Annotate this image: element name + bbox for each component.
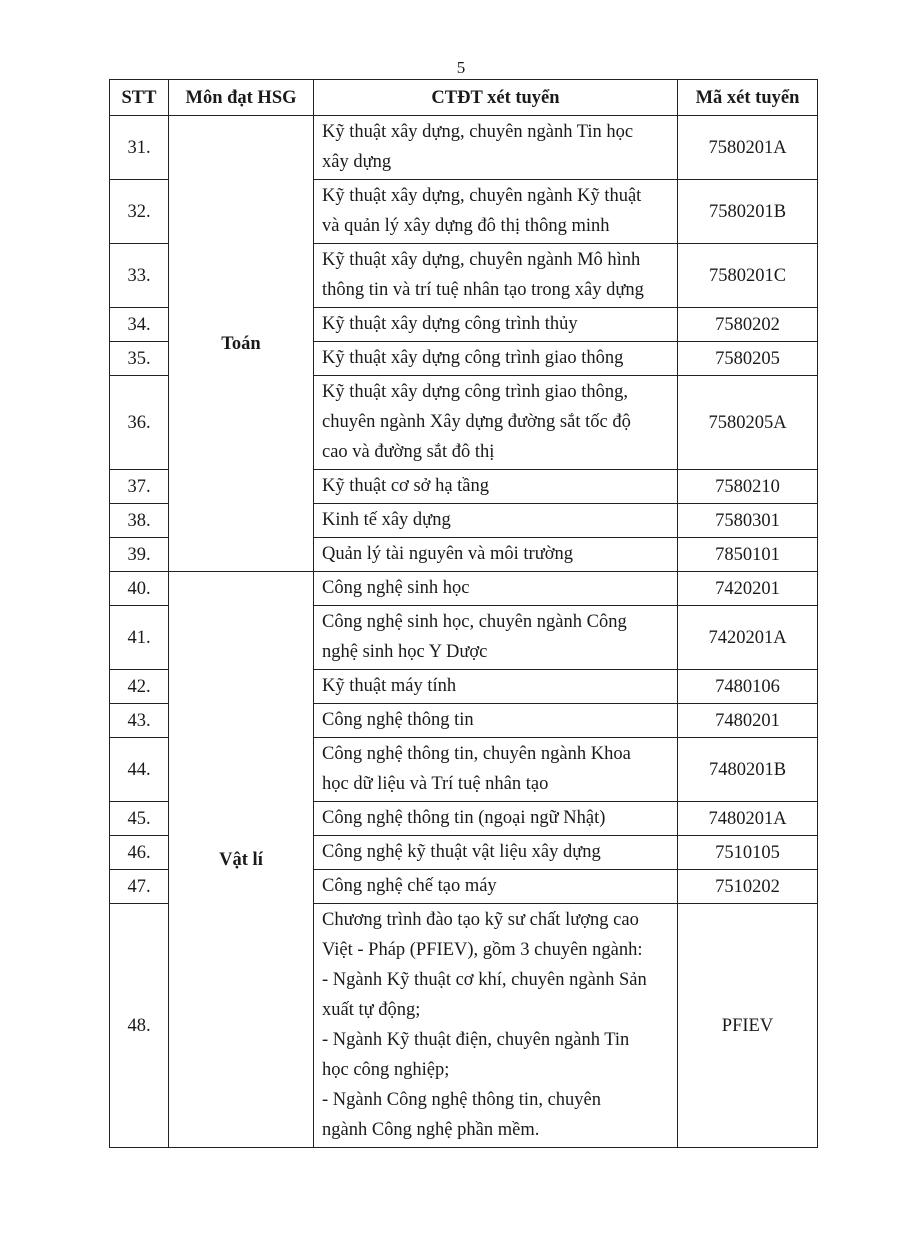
row-code: 7420201A <box>678 606 818 670</box>
program-line: Kỹ thuật xây dựng công trình thủy <box>322 314 578 334</box>
row-stt: 41. <box>110 606 169 670</box>
row-program <box>314 738 678 802</box>
row-stt: 45. <box>110 802 169 836</box>
row-stt: 34. <box>110 308 169 342</box>
program-line: Công nghệ chế tạo máy <box>322 876 497 896</box>
program-line: Công nghệ thông tin <box>322 710 474 730</box>
row-code: 7580205A <box>678 376 818 470</box>
row-program <box>314 244 678 308</box>
program-line: Công nghệ thông tin, chuyên ngành Khoa <box>322 744 631 764</box>
program-line: - Ngành Kỹ thuật cơ khí, chuyên ngành Sản <box>322 970 647 990</box>
header-stt: STT <box>110 80 169 116</box>
row-code: 7480201 <box>678 704 818 738</box>
row-program <box>314 704 678 738</box>
program-line: Kỹ thuật xây dựng, chuyên ngành Kỹ thuật <box>322 186 642 206</box>
program-line: thông tin và trí tuệ nhân tạo trong xây dựng <box>322 280 644 300</box>
row-program <box>314 572 678 606</box>
row-stt: 44. <box>110 738 169 802</box>
row-stt: 38. <box>110 504 169 538</box>
row-stt: 39. <box>110 538 169 572</box>
program-line: Kinh tế xây dựng <box>322 510 451 530</box>
row-stt: 31. <box>110 116 169 180</box>
row-code: 7580202 <box>678 308 818 342</box>
row-program <box>314 308 678 342</box>
program-line: Chương trình đào tạo kỹ sư chất lượng cao <box>322 910 639 930</box>
program-line: - Ngành Kỹ thuật điện, chuyên ngành Tin <box>322 1030 630 1050</box>
program-line: Kỹ thuật cơ sở hạ tầng <box>322 476 490 496</box>
row-stt: 40. <box>110 572 169 606</box>
program-line: nghệ sinh học Y Dược <box>322 642 488 662</box>
row-program <box>314 870 678 904</box>
program-line: Công nghệ sinh học <box>322 578 470 598</box>
row-stt: 35. <box>110 342 169 376</box>
table-row <box>110 116 818 180</box>
row-code: 7580301 <box>678 504 818 538</box>
program-line: học dữ liệu và Trí tuệ nhân tạo <box>322 774 549 794</box>
row-stt: 37. <box>110 470 169 504</box>
row-code: 7580201A <box>678 116 818 180</box>
program-line: Quản lý tài nguyên và môi trường <box>322 544 574 564</box>
program-line: Công nghệ kỹ thuật vật liệu xây dựng <box>322 842 601 862</box>
row-code: 7480201A <box>678 802 818 836</box>
row-code: 7420201 <box>678 572 818 606</box>
row-program <box>314 342 678 376</box>
row-code: 7510202 <box>678 870 818 904</box>
row-code: 7480106 <box>678 670 818 704</box>
program-line: xuất tự động; <box>322 1000 421 1020</box>
admissions-table <box>109 79 818 1148</box>
row-code: 7580201C <box>678 244 818 308</box>
table-header-row <box>110 80 818 116</box>
program-line: - Ngành Công nghệ thông tin, chuyên <box>322 1090 601 1110</box>
row-program <box>314 606 678 670</box>
header-subject: Môn đạt HSG <box>169 80 314 116</box>
row-stt: 46. <box>110 836 169 870</box>
row-code: PFIEV <box>678 904 818 1148</box>
program-line: Kỹ thuật xây dựng công trình giao thông, <box>322 382 628 402</box>
row-program <box>314 180 678 244</box>
table-row <box>110 572 818 606</box>
table-body <box>110 116 818 1148</box>
row-stt: 47. <box>110 870 169 904</box>
row-subject: Vật lí <box>169 572 314 1148</box>
header-program: CTĐT xét tuyển <box>314 80 678 116</box>
row-code: 7510105 <box>678 836 818 870</box>
row-code: 7580201B <box>678 180 818 244</box>
row-program <box>314 504 678 538</box>
row-code: 7580210 <box>678 470 818 504</box>
program-line: và quản lý xây dựng đô thị thông minh <box>322 216 610 236</box>
program-line: xây dựng <box>322 152 392 172</box>
program-line: chuyên ngành Xây dựng đường sắt tốc độ <box>322 412 631 432</box>
program-line: Kỹ thuật máy tính <box>322 676 457 696</box>
program-line: ngành Công nghệ phần mềm. <box>322 1120 540 1140</box>
row-program <box>314 802 678 836</box>
row-stt: 36. <box>110 376 169 470</box>
program-line: Công nghệ sinh học, chuyên ngành Công <box>322 612 627 632</box>
row-code: 7850101 <box>678 538 818 572</box>
row-program <box>314 538 678 572</box>
row-program <box>314 116 678 180</box>
header-code: Mã xét tuyển <box>678 80 818 116</box>
row-program <box>314 470 678 504</box>
row-stt: 42. <box>110 670 169 704</box>
row-stt: 32. <box>110 180 169 244</box>
program-line: Kỹ thuật xây dựng, chuyên ngành Mô hình <box>322 250 641 270</box>
row-code: 7580205 <box>678 342 818 376</box>
row-program <box>314 836 678 870</box>
program-line: học công nghiệp; <box>322 1060 450 1080</box>
row-code: 7480201B <box>678 738 818 802</box>
program-line: Kỹ thuật xây dựng công trình giao thông <box>322 348 624 368</box>
row-program <box>314 376 678 470</box>
row-program <box>314 670 678 704</box>
row-stt: 48. <box>110 904 169 1148</box>
program-line: cao và đường sắt đô thị <box>322 442 495 462</box>
row-subject: Toán <box>169 116 314 572</box>
row-stt: 33. <box>110 244 169 308</box>
program-line: Kỹ thuật xây dựng, chuyên ngành Tin học <box>322 122 634 142</box>
program-line: Công nghệ thông tin (ngoại ngữ Nhật) <box>322 808 606 828</box>
row-stt: 43. <box>110 704 169 738</box>
row-program <box>314 904 678 1148</box>
page-number: 5 <box>456 58 466 77</box>
program-line: Việt - Pháp (PFIEV), gồm 3 chuyên ngành: <box>322 940 643 960</box>
